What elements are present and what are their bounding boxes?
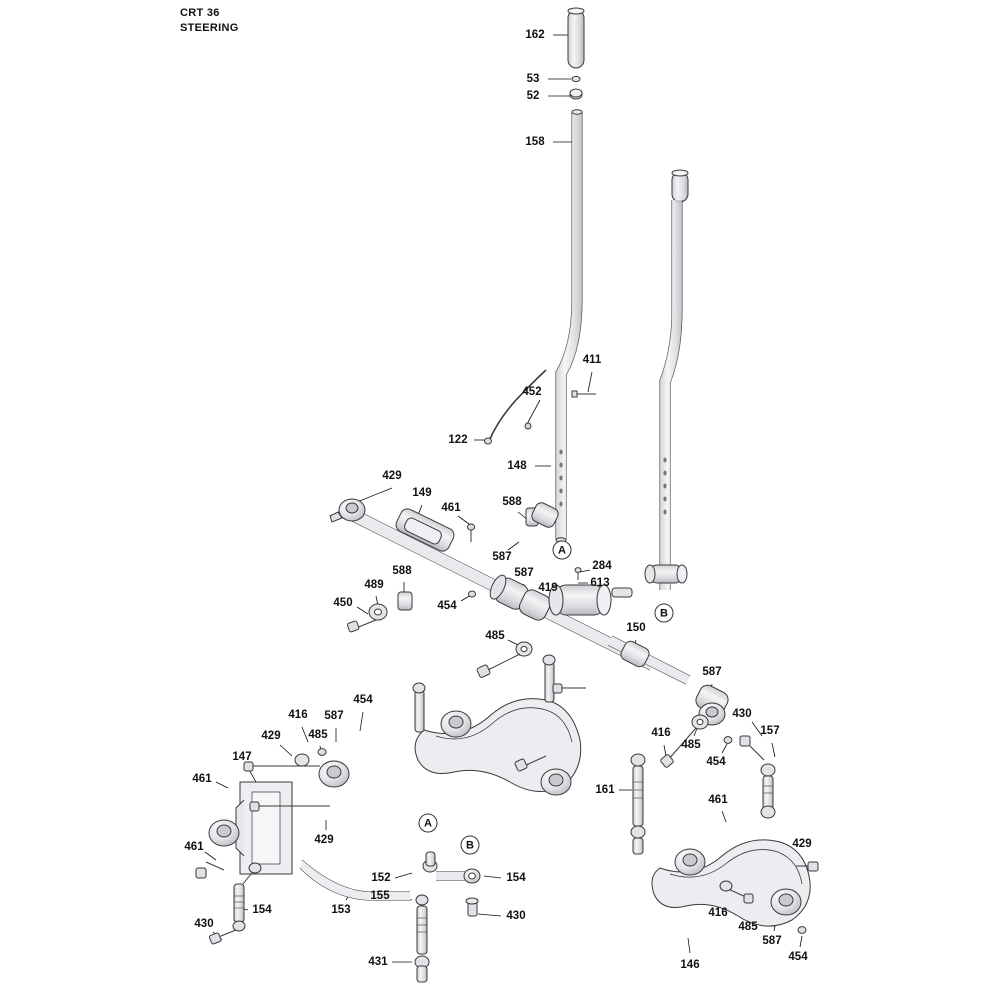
callout-149: 149: [412, 487, 432, 499]
callout-155: 155: [370, 890, 390, 902]
callout-154: 154: [506, 872, 526, 884]
callout-150: 150: [626, 622, 646, 634]
callout-430: 430: [506, 910, 526, 922]
callout-587: 587: [514, 567, 534, 579]
link-rod-left-2: [543, 655, 555, 702]
callout-461: 461: [184, 841, 204, 853]
callout-154: 154: [252, 904, 272, 916]
callout-157: 157: [760, 725, 780, 737]
callout-153: 153: [331, 904, 351, 916]
callout-411: 411: [582, 354, 602, 366]
cable-122: [485, 370, 547, 444]
right-control-lever: [645, 170, 688, 590]
callout-461: 461: [708, 794, 728, 806]
callout-461: 461: [192, 773, 212, 785]
section-ref-a: A: [553, 541, 572, 560]
callout-588: 588: [502, 496, 522, 508]
callout-430: 430: [194, 918, 214, 930]
section-ref-b: B: [461, 836, 480, 855]
section-label: STEERING: [180, 22, 239, 34]
section-ref-a: A: [419, 814, 438, 833]
callout-587: 587: [324, 710, 344, 722]
callout-613: 613: [590, 577, 610, 589]
left-bracket-147: [196, 749, 349, 878]
callout-161: 161: [595, 784, 615, 796]
callout-454: 454: [437, 600, 457, 612]
callout-419: 419: [538, 582, 558, 594]
callout-454: 454: [706, 756, 726, 768]
callout-588: 588: [392, 565, 412, 577]
callout-431: 431: [368, 956, 388, 968]
callout-147: 147: [232, 751, 252, 763]
callout-461: 461: [441, 502, 461, 514]
callout-152: 152: [371, 872, 391, 884]
left-swing-arm-assembly: [413, 655, 586, 795]
callout-454: 454: [353, 694, 373, 706]
callout-485: 485: [681, 739, 701, 751]
callout-587: 587: [492, 551, 512, 563]
callout-429: 429: [261, 730, 281, 742]
callout-587: 587: [762, 935, 782, 947]
callout-429: 429: [382, 470, 402, 482]
right-swing-arm-assembly: [652, 840, 818, 934]
tie-rod-right-157: [740, 736, 775, 818]
callout-450: 450: [333, 597, 353, 609]
callout-454: 454: [788, 951, 808, 963]
callout-489: 489: [364, 579, 384, 591]
callout-158: 158: [525, 136, 545, 148]
callout-53: 53: [526, 73, 540, 85]
bolt-411: [572, 391, 596, 397]
callout-122: 122: [448, 434, 468, 446]
callout-162: 162: [525, 29, 545, 41]
link-rod-left-1: [413, 683, 425, 732]
washer-group-485: [476, 642, 532, 678]
callout-485: 485: [738, 921, 758, 933]
callout-284: 284: [592, 560, 612, 572]
model-label: CRT 36: [180, 7, 220, 19]
right-vertical-rod-161: [631, 754, 645, 854]
callout-430: 430: [732, 708, 752, 720]
section-ref-b: B: [655, 604, 674, 623]
callout-429: 429: [792, 838, 812, 850]
callout-485: 485: [308, 729, 328, 741]
callout-416: 416: [651, 727, 671, 739]
lower-cross-shaft-150: [549, 568, 731, 725]
callout-146: 146: [680, 959, 700, 971]
left-control-lever: [556, 8, 584, 542]
callout-416: 416: [708, 907, 728, 919]
callout-52: 52: [526, 90, 540, 102]
callout-429: 429: [314, 834, 334, 846]
callout-452: 452: [522, 386, 542, 398]
callout-148: 148: [507, 460, 527, 472]
callout-416: 416: [288, 709, 308, 721]
callout-587: 587: [702, 666, 722, 678]
callout-485: 485: [485, 630, 505, 642]
